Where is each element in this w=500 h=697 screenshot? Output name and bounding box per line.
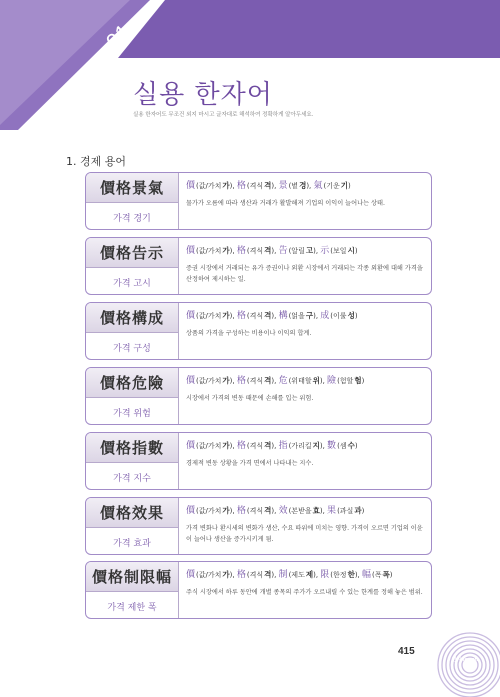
gloss-meaning: (값/가치 bbox=[196, 507, 222, 515]
gloss-sound: 험 bbox=[354, 376, 362, 385]
gloss-separator: ) bbox=[354, 247, 358, 255]
chapter-word: CHAPTER bbox=[69, 46, 116, 93]
gloss-character: 果 bbox=[327, 506, 337, 516]
entry-divider bbox=[178, 562, 179, 618]
gloss-character: 效 bbox=[278, 506, 288, 516]
gloss-separator: ), bbox=[319, 442, 328, 450]
gloss-sound: 가 bbox=[222, 441, 230, 450]
gloss-sound: 가 bbox=[222, 246, 230, 255]
gloss-meaning: (격식 bbox=[246, 247, 264, 255]
gloss-sound: 과 bbox=[354, 506, 362, 515]
gloss-meaning: (이룰 bbox=[330, 312, 347, 320]
gloss-character: 示 bbox=[320, 246, 330, 256]
gloss-separator: ) bbox=[354, 442, 358, 450]
gloss-character: 格 bbox=[236, 570, 246, 580]
gloss-meaning: (보일 bbox=[330, 247, 347, 255]
gloss-meaning: (값/가치 bbox=[196, 571, 222, 579]
gloss-character: 價 bbox=[186, 246, 196, 256]
gloss-sound: 성 bbox=[347, 311, 355, 320]
gloss-meaning: (값/가치 bbox=[196, 377, 222, 385]
gloss-separator: ) bbox=[361, 377, 365, 385]
gloss-meaning: (폭 bbox=[372, 571, 382, 579]
term-entry bbox=[85, 302, 432, 360]
gloss-separator: ), bbox=[313, 571, 321, 579]
gloss-sound: 구 bbox=[305, 311, 314, 320]
term-reading: 가격 제한 폭 bbox=[107, 602, 157, 613]
term-description: 증권 시장에서 거래되는 유가 증권이나 외환 시장에서 거래되는 각종 외환에 대해 가격을 산정하여 제시하는 일. bbox=[186, 265, 423, 283]
gloss-meaning: (셈 bbox=[337, 442, 347, 450]
gloss-sound: 가 bbox=[222, 376, 230, 385]
term-description: 상품의 가격을 구성하는 비용이나 이익의 합계. bbox=[186, 330, 312, 337]
gloss-sound: 한 bbox=[347, 570, 355, 579]
gloss-separator: ), bbox=[271, 247, 279, 255]
gloss-separator: ), bbox=[229, 377, 237, 385]
term-hanja: 價格構成 bbox=[86, 303, 178, 333]
gloss-character: 告 bbox=[278, 246, 288, 256]
gloss-character: 價 bbox=[186, 311, 196, 321]
gloss-separator: ), bbox=[229, 247, 237, 255]
term-hanja: 價格告示 bbox=[86, 238, 178, 268]
gloss-meaning: (격식 bbox=[246, 507, 264, 515]
gloss-character: 危 bbox=[278, 376, 288, 386]
touch-mark-label: 한자Touch bbox=[452, 657, 478, 663]
gloss-character: 價 bbox=[186, 441, 196, 451]
gloss-separator: ) bbox=[354, 312, 358, 320]
term-hanja: 價格制限幅 bbox=[86, 562, 178, 592]
chapter-number: 01 bbox=[100, 19, 136, 55]
term-hanja: 價格指數 bbox=[86, 433, 178, 463]
gloss-sound: 폭 bbox=[382, 570, 390, 579]
gloss-sound: 격 bbox=[264, 181, 272, 190]
gloss-sound: 격 bbox=[264, 441, 272, 450]
term-description: 시장에서 가격의 변동 때문에 손해를 입는 위험. bbox=[186, 395, 314, 402]
gloss-separator: ), bbox=[354, 571, 362, 579]
gloss-character: 格 bbox=[236, 506, 246, 516]
gloss-separator: ), bbox=[229, 442, 237, 450]
gloss-meaning: (얽을 bbox=[288, 312, 305, 320]
character-gloss bbox=[186, 503, 364, 516]
gloss-separator: ), bbox=[271, 377, 279, 385]
gloss-character: 數 bbox=[327, 441, 337, 451]
gloss-separator: ), bbox=[229, 571, 237, 579]
term-entry bbox=[85, 237, 432, 295]
gloss-character: 制 bbox=[278, 570, 288, 580]
term-reading: 가격 지수 bbox=[113, 473, 151, 484]
gloss-sound: 가 bbox=[222, 570, 230, 579]
entry-divider bbox=[178, 173, 179, 229]
gloss-separator: ), bbox=[313, 312, 321, 320]
term-reading: 가격 경기 bbox=[113, 213, 151, 224]
term-entry bbox=[85, 497, 432, 555]
gloss-sound: 가 bbox=[222, 506, 230, 515]
page-title: 실용 한자어 bbox=[133, 80, 273, 110]
gloss-separator: ), bbox=[306, 182, 314, 190]
entry-divider bbox=[178, 498, 179, 554]
gloss-separator: ), bbox=[319, 507, 328, 515]
gloss-separator: ), bbox=[271, 507, 279, 515]
character-gloss bbox=[186, 438, 358, 451]
gloss-meaning: (격식 bbox=[246, 442, 264, 450]
character-gloss bbox=[186, 178, 351, 191]
term-description: 가격 변화나 환시세의 변화가 생산, 수요 따위에 미치는 영향. 가격이 오르면 기업의 이윤이 늘어나 생산을 증가시키게 됨. bbox=[186, 525, 423, 543]
gloss-sound: 격 bbox=[264, 246, 272, 255]
entry-divider bbox=[178, 238, 179, 294]
gloss-character: 氣 bbox=[313, 181, 323, 191]
gloss-meaning: (격식 bbox=[246, 182, 264, 190]
gloss-character: 格 bbox=[236, 441, 246, 451]
gloss-meaning: (과실 bbox=[337, 507, 354, 515]
term-description: 물가가 오름에 따라 생산과 거래가 활발해져 기업의 이익이 늘어나는 상태. bbox=[186, 200, 385, 207]
term-entry bbox=[85, 432, 432, 490]
gloss-sound: 가 bbox=[222, 181, 230, 190]
gloss-separator: ), bbox=[271, 442, 279, 450]
gloss-meaning: (알릴 bbox=[288, 247, 305, 255]
gloss-meaning: (위태할 bbox=[288, 377, 312, 385]
gloss-separator: ), bbox=[271, 182, 279, 190]
term-hanja: 價格效果 bbox=[86, 498, 178, 528]
term-reading: 가격 위험 bbox=[113, 408, 151, 419]
gloss-meaning: (볕 bbox=[288, 182, 299, 190]
term-description: 경제적 변동 상황을 가격 면에서 나타내는 지수. bbox=[186, 460, 314, 467]
gloss-character: 價 bbox=[186, 181, 196, 191]
gloss-character: 格 bbox=[236, 311, 246, 321]
gloss-sound: 고 bbox=[305, 246, 314, 255]
page-number: 415 bbox=[398, 646, 415, 657]
gloss-character: 格 bbox=[236, 246, 246, 256]
gloss-sound: 격 bbox=[264, 570, 272, 579]
gloss-meaning: (격식 bbox=[246, 571, 264, 579]
gloss-meaning: (기운 bbox=[323, 182, 340, 190]
gloss-meaning: (험할 bbox=[337, 377, 354, 385]
gloss-character: 限 bbox=[320, 570, 330, 580]
term-description: 주식 시장에서 하루 동안에 개별 종목의 주가가 오르내릴 수 있는 한계를 정해 놓은 범위. bbox=[186, 589, 423, 596]
gloss-separator: ), bbox=[271, 312, 279, 320]
entry-divider bbox=[178, 303, 179, 359]
term-entry bbox=[85, 367, 432, 425]
gloss-meaning: (본받을 bbox=[288, 507, 312, 515]
gloss-character: 價 bbox=[186, 376, 196, 386]
entry-divider bbox=[178, 368, 179, 424]
page-subtitle: 실용 한자어도 무조건 외지 마시고 글자대로 해석하여 정확하게 알아두세요. bbox=[133, 112, 314, 118]
gloss-sound: 격 bbox=[264, 506, 272, 515]
gloss-meaning: (가리킬 bbox=[288, 442, 312, 450]
gloss-character: 構 bbox=[278, 311, 288, 321]
gloss-separator: ), bbox=[229, 312, 237, 320]
gloss-sound: 격 bbox=[264, 376, 272, 385]
gloss-separator: ), bbox=[229, 182, 237, 190]
gloss-character: 指 bbox=[278, 441, 288, 451]
gloss-meaning: (값/가치 bbox=[196, 247, 222, 255]
character-gloss bbox=[186, 243, 358, 256]
gloss-sound: 위 bbox=[312, 376, 320, 385]
gloss-meaning: (값/가치 bbox=[196, 312, 222, 320]
gloss-separator: ), bbox=[229, 507, 237, 515]
gloss-character: 幅 bbox=[362, 570, 372, 580]
gloss-sound: 기 bbox=[340, 181, 349, 190]
gloss-separator: ), bbox=[271, 571, 279, 579]
gloss-meaning: (격식 bbox=[246, 312, 264, 320]
section-heading: 1. 경제 용어 bbox=[66, 155, 126, 168]
term-reading: 가격 효과 bbox=[113, 538, 151, 549]
gloss-sound: 가 bbox=[222, 311, 230, 320]
gloss-meaning: (값/가치 bbox=[196, 442, 222, 450]
term-hanja: 價格危險 bbox=[86, 368, 178, 398]
gloss-character: 景 bbox=[278, 181, 288, 191]
gloss-separator: ) bbox=[361, 507, 365, 515]
gloss-character: 價 bbox=[186, 506, 196, 516]
character-gloss bbox=[186, 373, 364, 386]
entry-divider bbox=[178, 433, 179, 489]
gloss-sound: 효 bbox=[312, 506, 320, 515]
gloss-sound: 지 bbox=[312, 441, 320, 450]
gloss-character: 格 bbox=[236, 376, 246, 386]
gloss-separator: ) bbox=[348, 182, 351, 190]
gloss-separator: ), bbox=[313, 247, 321, 255]
gloss-meaning: (값/가치 bbox=[196, 182, 222, 190]
gloss-meaning: (격식 bbox=[246, 377, 264, 385]
term-entry bbox=[85, 561, 432, 619]
term-reading: 가격 구성 bbox=[113, 343, 151, 354]
character-gloss bbox=[186, 567, 393, 580]
gloss-sound: 격 bbox=[264, 311, 272, 320]
gloss-meaning: (한정 bbox=[330, 571, 347, 579]
gloss-separator: ) bbox=[389, 571, 393, 579]
gloss-sound: 제 bbox=[305, 570, 314, 579]
gloss-sound: 수 bbox=[347, 441, 355, 450]
term-reading: 가격 고시 bbox=[113, 278, 151, 289]
gloss-sound: 시 bbox=[347, 246, 355, 255]
gloss-character: 成 bbox=[320, 311, 330, 321]
gloss-sound: 경 bbox=[299, 181, 307, 190]
gloss-character: 格 bbox=[236, 181, 246, 191]
term-entry bbox=[85, 172, 432, 230]
gloss-meaning: (제도 bbox=[288, 571, 305, 579]
character-gloss bbox=[186, 308, 358, 321]
term-hanja: 價格景氣 bbox=[86, 173, 178, 203]
gloss-character: 價 bbox=[186, 570, 196, 580]
gloss-separator: ), bbox=[319, 377, 328, 385]
gloss-character: 險 bbox=[327, 376, 337, 386]
